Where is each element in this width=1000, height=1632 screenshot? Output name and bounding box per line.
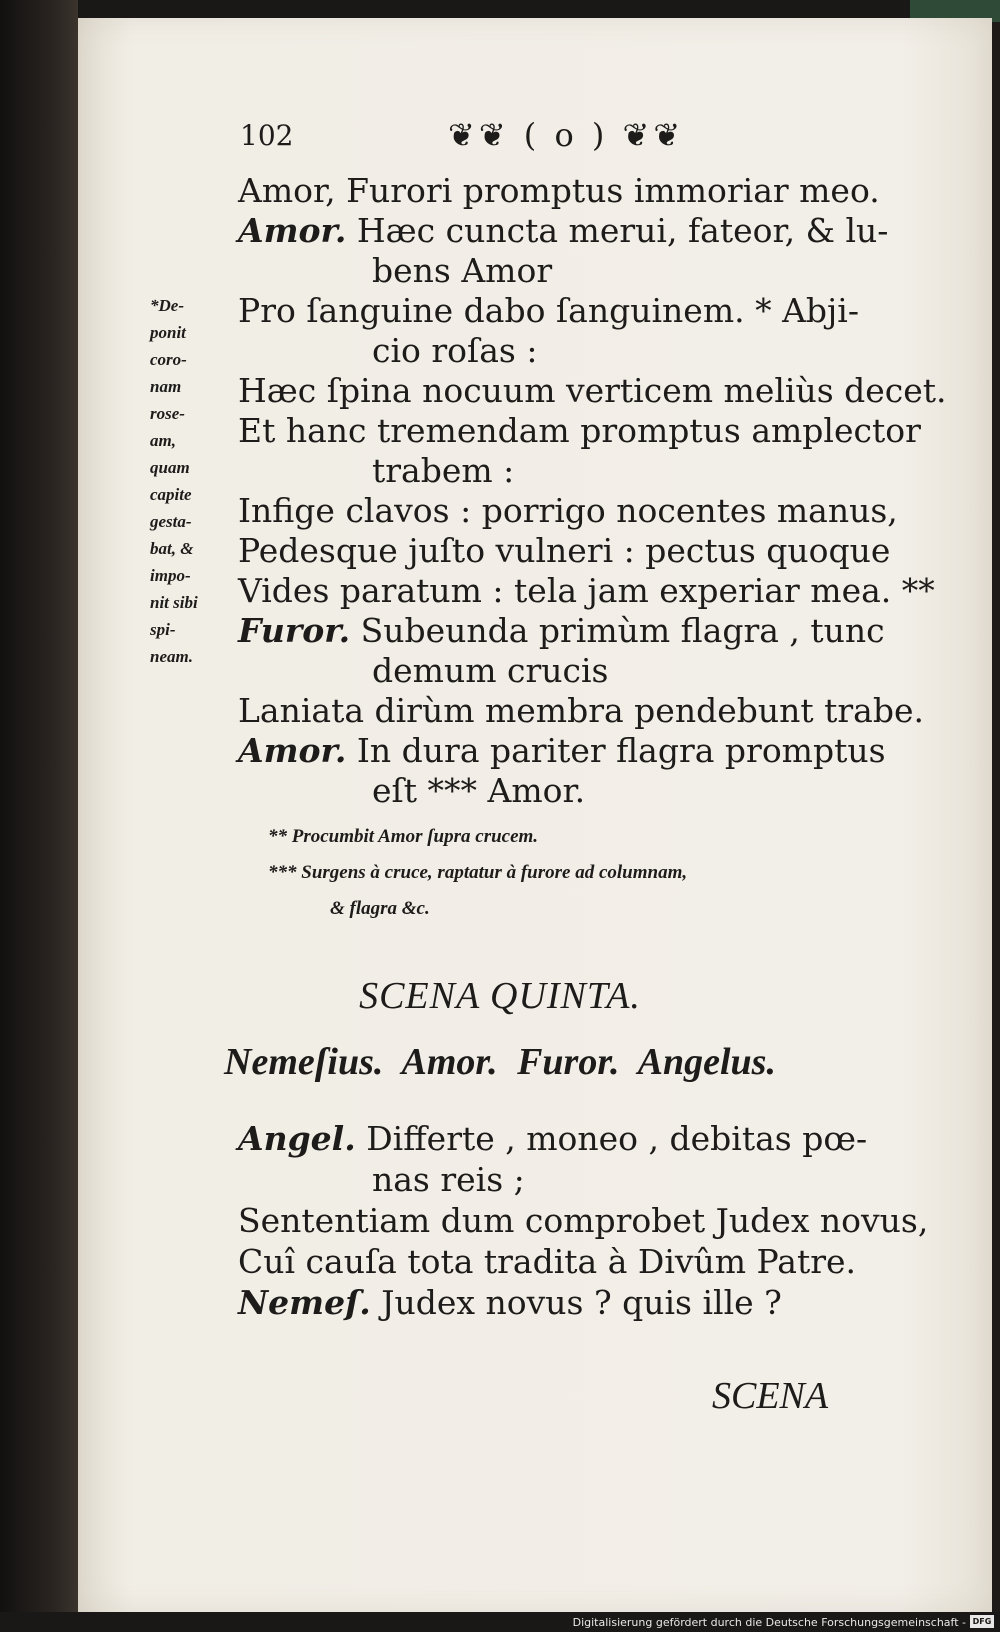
verse-line: Furor. Subeunda primùm flagra , tunc [238,611,885,650]
verse-line: bens Amor [372,251,553,290]
speaker-name: Angel. [238,1119,356,1158]
margin-line: impo- [150,566,191,585]
verse-line: demum crucis [372,651,609,690]
page-number: 102 [240,119,294,152]
margin-line: rose- [150,404,185,423]
verse-line: Amor. Hæc cuncta merui, fateor, & lu- [238,211,889,250]
verse-line: Infige clavos : porrigo nocentes manus, [238,491,898,530]
footnote: ** Procumbit Amor ſupra crucem. [268,826,539,847]
verse-line: Laniata dirùm membra pendebunt trabe. [238,691,924,730]
verse-line: Amor, Furori promptus immoriar meo. [238,171,880,210]
margin-line: nit sibi [150,593,198,612]
margin-line: gesta- [150,512,192,531]
verse-line: Angel. Differte , moneo , debitas pœ- [238,1119,868,1158]
footnote: *** Surgens à cruce, raptatur à furore ad columnam, [268,862,688,883]
speaker-name: Amor. [238,731,347,770]
dfg-logo: DFG [970,1615,994,1628]
margin-line: quam [150,458,190,477]
funding-credit: Digitalisierung gefördert durch die Deutsche Forschungsgemeinschaft - [572,1616,966,1629]
footnote: & flagra &c. [330,898,430,919]
margin-line: bat, & [150,539,194,558]
verse-line: Vides paratum : tela jam experiar mea. ** [238,571,935,610]
verse-line: trabem : [372,451,515,490]
verse-line: Sententiam dum comprobet Judex novus, [238,1201,929,1240]
scene-title: SCENA QUINTA. [359,975,641,1017]
verse-line: cio roſas : [372,331,538,370]
scene-persons: Nemeſius. Amor. Furor. Angelus. [224,1041,776,1083]
scan-top-border [78,0,1000,20]
verse-line: eſt *** Amor. [372,771,586,810]
book-spine-shadow [0,0,78,1632]
catchword: SCENA [712,1375,829,1417]
verse-line: Nemeſ. Judex novus ? quis ille ? [238,1283,782,1322]
verse-line: Pedesque juſto vulneri : pectus quoque [238,531,891,570]
margin-line: capite [150,485,192,504]
verse-line: Pro ſanguine dabo ſanguinem. * Abji- [238,291,859,330]
verse-line: Et hanc tremendam promptus amplector [238,411,921,450]
margin-line: nam [150,377,182,396]
verse-line: Cuî cauſa tota tradita à Divûm Patre. [238,1242,857,1281]
header-ornament: ❦❦ ( o ) ❦❦ [448,116,685,154]
verse-line: Amor. In dura pariter flagra promptus [238,731,886,770]
speaker-name: Furor. [238,611,351,650]
margin-line: am, [150,431,176,450]
verse-line: Hæc ſpina nocuum verticem meliùs decet. [238,371,947,410]
margin-line: coro- [150,350,187,369]
speaker-name: Amor. [238,211,347,250]
margin-line: *De- [150,296,184,315]
margin-line: ponit [150,323,186,342]
margin-line: neam. [150,647,193,666]
margin-stage-direction [150,292,230,670]
verse-line: nas reis ; [372,1160,525,1199]
margin-line: spi- [150,620,176,639]
speaker-name: Nemeſ. [238,1283,371,1322]
